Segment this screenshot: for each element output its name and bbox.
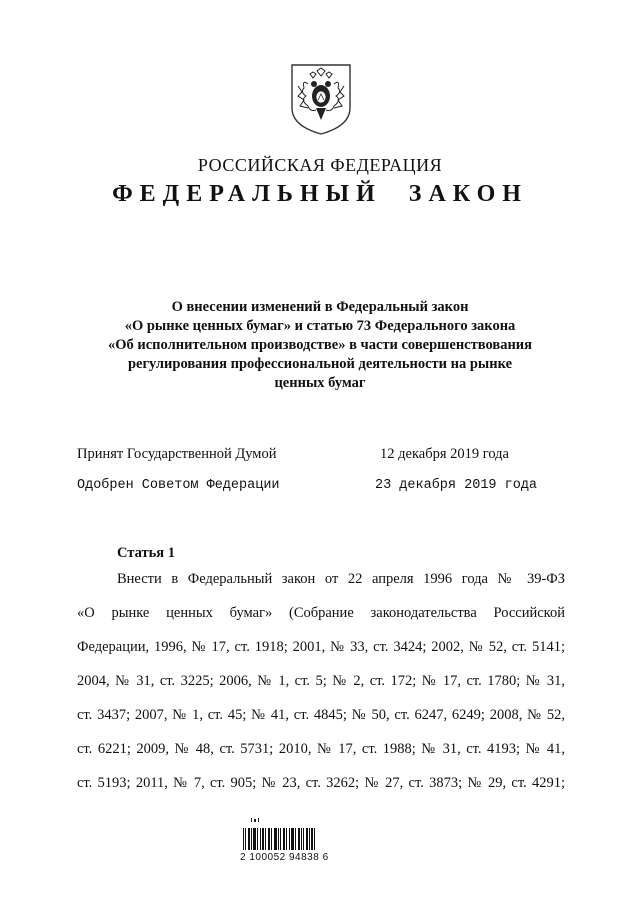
duma-adoption-label: Принят Государственной Думой — [77, 446, 277, 462]
title-line: регулирования профессиональной деятельности на рынке — [127, 356, 513, 372]
law-title — [100, 298, 540, 393]
title-line: «О рынке ценных бумаг» и статью 73 Федерального закона — [124, 318, 516, 334]
title-line: «Об исполнительном производстве» в части совершенствования — [107, 337, 532, 353]
duma-adoption-date: 12 декабря 2019 года — [380, 446, 509, 462]
russian-coat-of-arms-icon — [288, 62, 354, 136]
article-line: ст. 5193; 2011, № 7, ст. 905; № 23, ст. 3262; № 27, ст. 3873; № 29, ст. 4291; — [77, 775, 565, 791]
article-line: ст. 3437; 2007, № 1, ст. 45; № 41, ст. 4845; № 50, ст. 6247, 6249; 2008, № 52, — [77, 707, 565, 723]
title-line: О внесении изменений в Федеральный закон — [171, 299, 469, 315]
country-name: РОССИЙСКАЯ ФЕДЕРАЦИЯ — [197, 155, 443, 175]
document-type: ФЕДЕРАЛЬНЫЙ ЗАКОН — [112, 181, 528, 207]
article-line: 2004, № 31, ст. 3225; 2006, № 1, ст. 5; № 2, ст. 172; № 17, ст. 1780; № 31, — [77, 673, 565, 689]
article-heading: Статья 1 — [117, 545, 175, 561]
barcode-number: 2 100052 94838 6 — [240, 852, 329, 863]
title-line: ценных бумаг — [274, 375, 366, 391]
council-approval-date: 23 декабря 2019 года — [375, 478, 538, 493]
article-line: ст. 6221; 2009, № 48, ст. 5731; 2010, № 17, ст. 1988; № 31, ст. 4193; № 41, — [77, 741, 565, 757]
article-line: Внести в Федеральный закон от 22 апреля 1996 года № 39-ФЗ — [117, 571, 565, 587]
article-line: «О рынке ценных бумаг» (Собрание законодательства Российской — [77, 605, 565, 621]
article-line: Федерации, 1996, № 17, ст. 1918; 2001, № 33, ст. 3424; 2002, № 52, ст. 5141; — [77, 639, 565, 655]
council-approval-label: Одобрен Советом Федерации — [77, 478, 280, 493]
